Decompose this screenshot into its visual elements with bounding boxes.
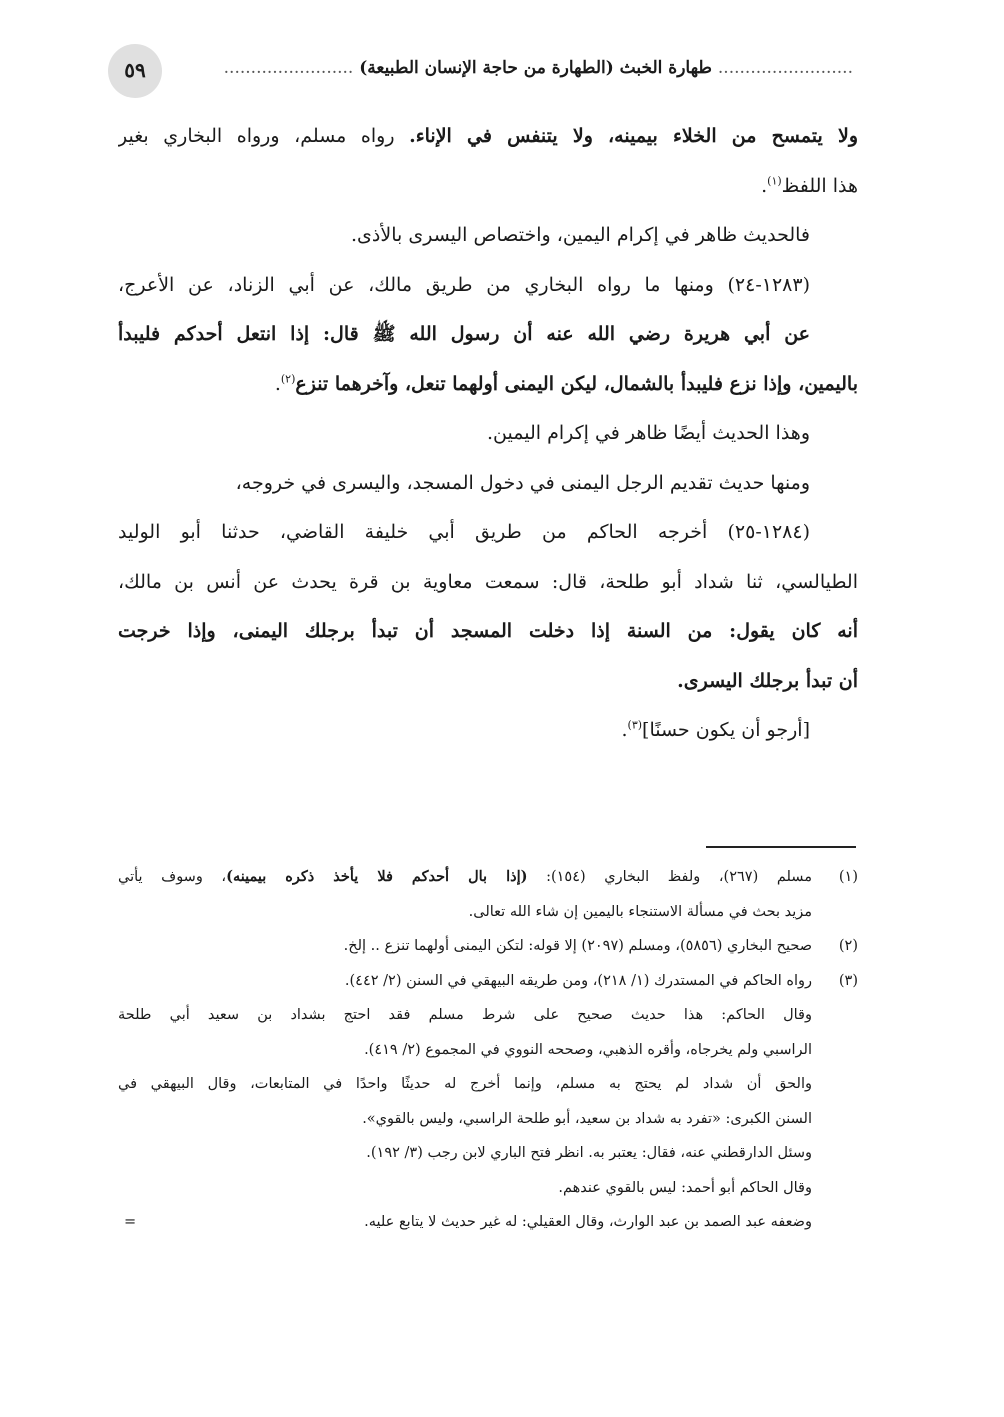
hadith-text: أنه كان يقول: من السنة إذا دخلت المسجد أن تبدأ برجلك اليمنى، وإذا خرجت (118, 620, 858, 642)
footnote-ref: (١) (767, 174, 782, 188)
text-line (118, 459, 858, 509)
footnotes (118, 860, 858, 1240)
running-header (108, 44, 853, 96)
period: . (761, 174, 768, 197)
footnote-continuation (118, 1102, 858, 1137)
footnote-part: ، وسوف يأتي (118, 869, 227, 885)
chapter-title (183, 50, 853, 86)
footnote (118, 964, 858, 999)
footnote-number: (٢) (838, 938, 858, 954)
footnote-text: الراسبي ولم يخرجاه، وأقره الذهبي، وصححه النووي في المجموع (٢/ ٤١٩). (364, 1041, 812, 1058)
footnote-text: والحق أن شداد لم يحتج به مسلم، وإنما أخرج له حديثًا واحدًا في المتابعات، وقال البيهقي في (118, 1076, 812, 1092)
page-number-badge: ٥٩ (108, 44, 162, 98)
footnote-continuation (118, 1205, 858, 1240)
footnote-continuation (118, 998, 858, 1033)
narration-text: (١٢٨٤-٢٥) أخرجه الحاكم من طريق أبي خليفة القاضي، حدثنا أبو الوليد (118, 521, 810, 543)
hadith-text: باليمين، وإذا نزع فليبدأ بالشمال، ليكن اليمنى أولهما تنعل، وآخرهما تنزع (295, 372, 858, 395)
main-text (118, 112, 858, 756)
text-line (118, 657, 858, 707)
footnote-text (118, 860, 858, 895)
hadith-text: أن تبدأ برجلك اليسرى. (677, 669, 858, 692)
period: . (274, 372, 281, 395)
text-line (118, 607, 858, 657)
footnote-continuation (118, 1171, 858, 1206)
narration-text: رواه مسلم، ورواه البخاري بغير (118, 125, 410, 147)
text-line (118, 360, 858, 410)
text-line (118, 409, 858, 459)
narration-text: هذا اللفظ (781, 174, 858, 197)
commentary-text: فالحديث ظاهر في إكرام اليمين، واختصاص اليسرى بالأذى. (351, 224, 810, 246)
text-line (118, 508, 858, 558)
footnote-separator (706, 846, 856, 848)
footnote-text: صحيح البخاري (٥٨٥٦)، ومسلم (٢٠٩٧) إلا قوله: لتكن اليمنى أولهما تنزع .. إلخ. (343, 938, 812, 954)
footnote-continuation (118, 1136, 858, 1171)
footnote-continuation (118, 1033, 858, 1068)
text-line (118, 162, 858, 212)
hadith-text: عن أبي هريرة رضي الله عنه أن رسول الله ﷺ قال: إذا انتعل أحدكم فليبدأ (118, 323, 810, 345)
footnote (118, 860, 858, 895)
footnote (118, 929, 858, 964)
grading-text: [أرجو أن يكون حسنًا] (642, 719, 810, 741)
footnote-text: وقال الحاكم أبو أحمد: ليس بالقوي عندهم. (558, 1179, 812, 1196)
continuation-mark: = (124, 1214, 137, 1230)
header-dots-left: ........................ (223, 58, 354, 78)
footnote-text: رواه الحاكم في المستدرك (١/ ٢١٨)، ومن طريقه البيهقي في السنن (٢/ ٤٤٢). (344, 972, 812, 989)
footnote-number: (٣) (838, 972, 858, 989)
narration-text: (١٢٨٣-٢٤) ومنها ما رواه البخاري من طريق مالك، عن أبي الزناد، عن الأعرج، (118, 273, 810, 296)
footnote-ref: (٣) (627, 718, 643, 732)
text-line (118, 706, 858, 756)
hadith-text: ولا يتمسح من الخلاء بيمينه، ولا يتنفس في الإناء. (409, 125, 858, 147)
text-line (118, 112, 858, 162)
footnote-text: وضعفه عبد الصمد بن عبد الوارث، وقال العقيلي: له غير حديث لا يتابع عليه. (364, 1214, 812, 1230)
text-line (118, 261, 858, 311)
footnote-quote: (إذا بال أحدكم فلا يأخذ ذكره بيمينه) (226, 868, 528, 885)
text-line (118, 310, 858, 360)
period: . (621, 719, 628, 741)
header-title-text: طهارة الخبث (الطهارة من حاجة الإنسان الطبيعة) (359, 58, 712, 78)
footnote-text: السنن الكبرى: «تفرد به شداد بن سعيد، أبو طلحة الراسبي، وليس بالقوي». (362, 1110, 812, 1127)
footnote-text: وسئل الدارقطني عنه، فقال: يعتبر به. انظر فتح الباري لابن رجب (٣/ ١٩٢). (366, 1145, 812, 1161)
text-line (118, 558, 858, 608)
narration-text: الطيالسي، ثنا شداد أبو طلحة، قال: سمعت معاوية بن قرة يحدث عن أنس بن مالك، (118, 570, 858, 593)
footnote-continuation (118, 895, 858, 930)
header-dots-right: ......................... (717, 58, 853, 78)
commentary-text: ومنها حديث تقديم الرجل اليمنى في دخول المسجد، واليسرى في خروجه، (235, 471, 810, 494)
footnote-part: مسلم (٢٦٧)، ولفظ البخاري (١٥٤): (527, 869, 812, 885)
footnote-text: وقال الحاكم: هذا حديث صحيح على شرط مسلم فقد احتج بشداد بن سعيد أبي طلحة (118, 1007, 812, 1023)
commentary-text: وهذا الحديث أيضًا ظاهر في إكرام اليمين. (487, 422, 810, 444)
footnote-number: (١) (838, 869, 858, 885)
footnote-ref: (٢) (280, 372, 296, 386)
footnote-text: مزيد بحث في مسألة الاستنجاء باليمين إن شاء الله تعالى. (468, 903, 812, 920)
footnote-continuation (118, 1067, 858, 1102)
text-line (118, 211, 858, 261)
